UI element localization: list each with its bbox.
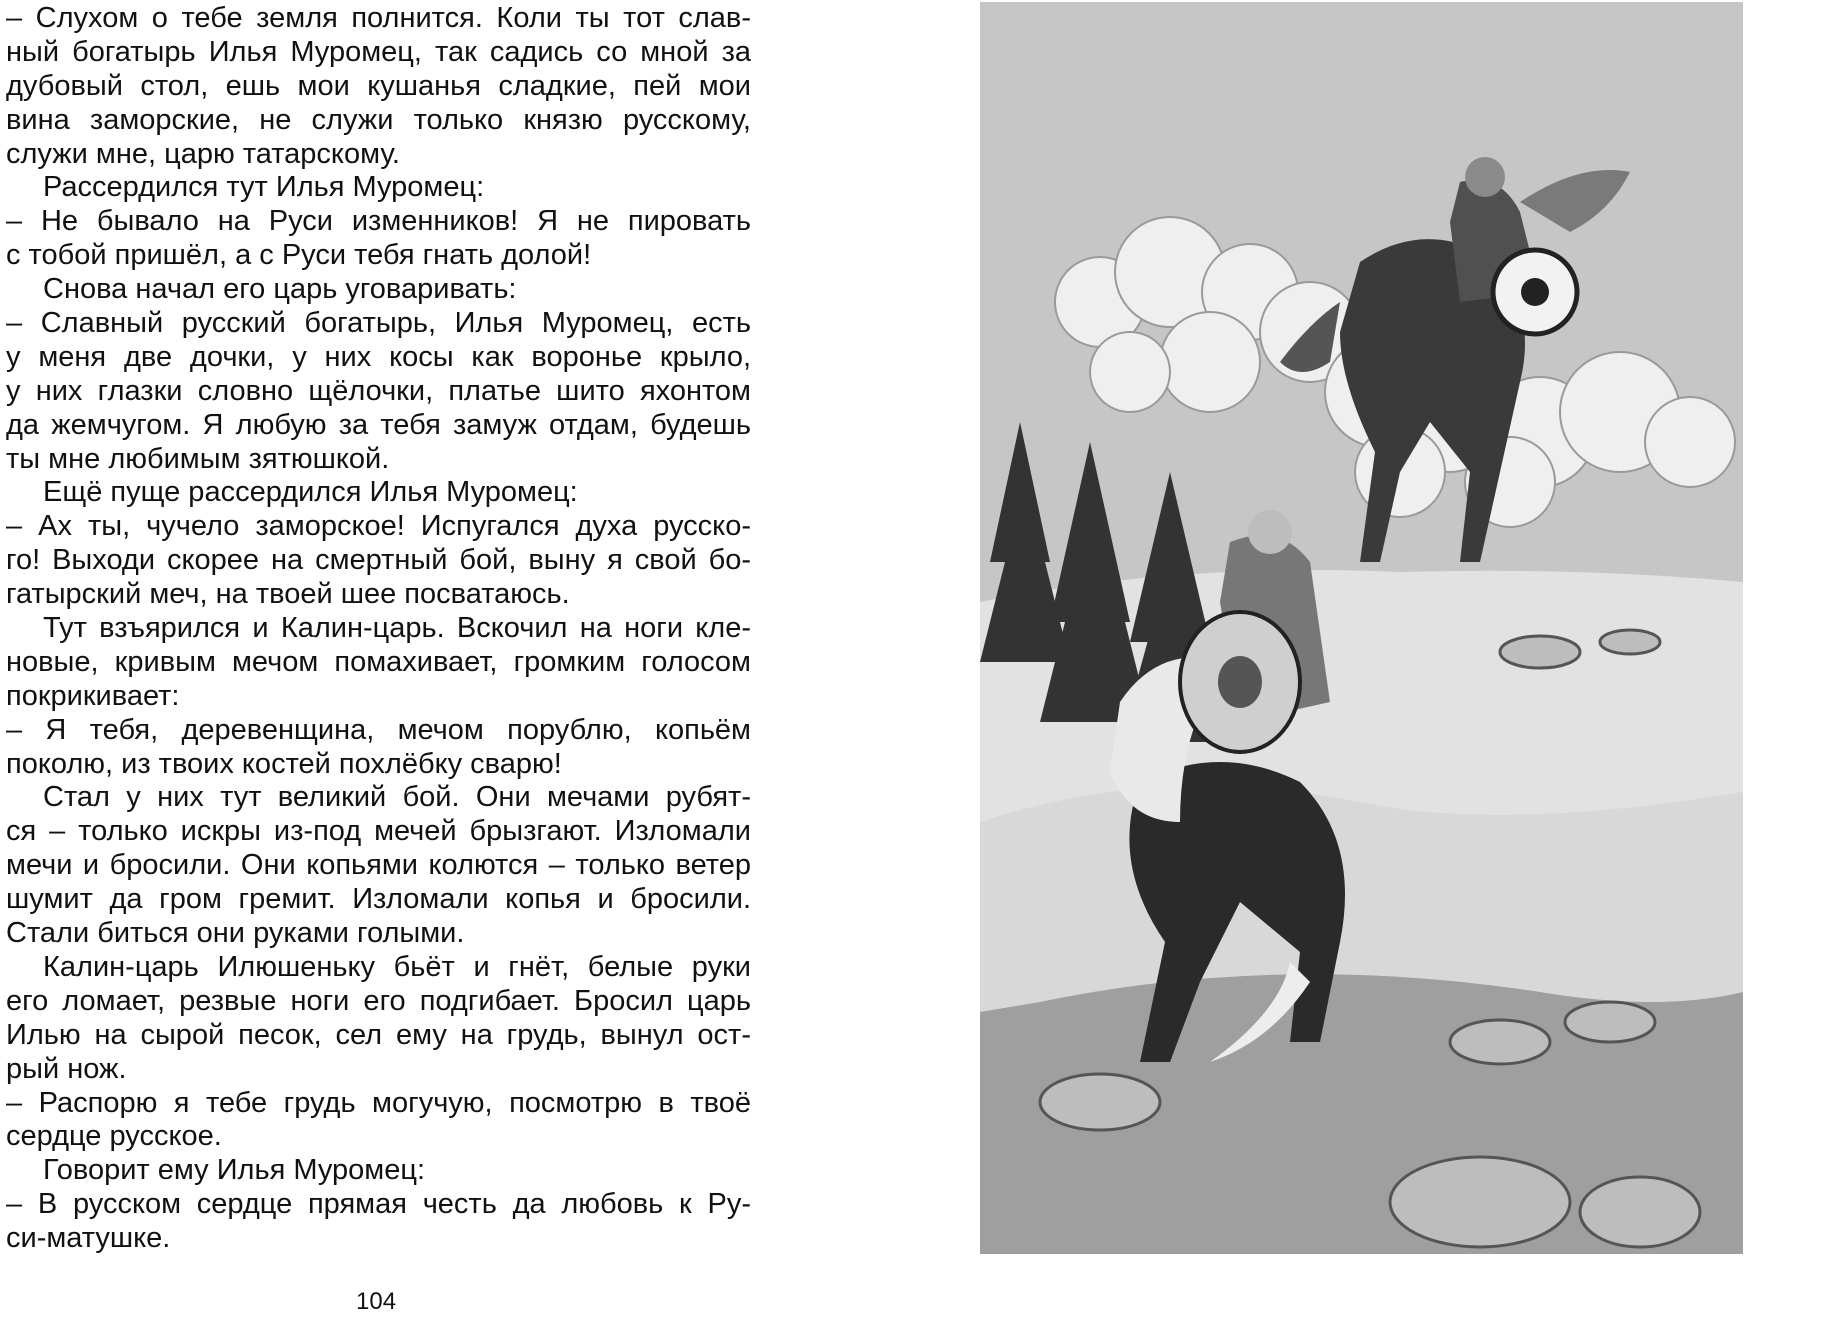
text-line: го! Выходи скорее на смертный бой, выну я свой бо-	[6, 544, 751, 577]
illustration-two-riders	[980, 2, 1743, 1254]
text-line: поколю, из твоих костей похлёбку сварю!	[6, 747, 562, 780]
text-line: у них глазки словно щёлочки, платье шито яхонтом	[6, 374, 751, 407]
text-line: – Я тебя, деревенщина, мечом порублю, копьём	[6, 713, 751, 746]
text-line: ный богатырь Илья Муромец, так садись со мной за	[6, 35, 751, 68]
body-text	[6, 2, 751, 1256]
page-number: 104	[356, 1288, 397, 1315]
text-line: – Не бывало на Руси изменников! Я не пировать	[6, 205, 751, 238]
text-line: сердце русское.	[6, 1120, 222, 1153]
text-line: – Распорю я тебе грудь могучую, посмотрю в твоё	[6, 1086, 751, 1119]
text-line: ты мне любимым зятюшкой.	[6, 442, 390, 475]
text-line: – В русском сердце прямая честь да любовь к Ру-	[6, 1188, 751, 1221]
text-line: гатырский меч, на твоей шее посватаюсь.	[6, 578, 570, 611]
text-line: рый нож.	[6, 1052, 127, 1085]
text-line: мечи и бросили. Они копьями колются – только ветер	[6, 849, 751, 882]
text-line: – Ах ты, чучело заморское! Испугался духа русско-	[6, 510, 751, 543]
text-line: Стал у них тут великий бой. Они мечами рубят-	[43, 781, 751, 814]
text-line: покрикивает:	[6, 679, 180, 712]
text-line: служи мне, царю татарскому.	[6, 137, 400, 170]
text-line: новые, кривым мечом помахивает, громким голосом	[6, 645, 751, 678]
text-line: Рассердился тут Илья Муромец:	[43, 171, 485, 204]
text-line: у меня две дочки, у них косы как воронье крыло,	[6, 340, 751, 373]
text-line: си-матушке.	[6, 1222, 171, 1255]
text-line: – Славный русский богатырь, Илья Муромец, есть	[6, 307, 751, 340]
text-line: шумит да гром гремит. Изломали копья и бросили.	[6, 883, 751, 916]
text-line: Ещё пуще рассердился Илья Муромец:	[43, 476, 578, 509]
text-line: вина заморские, не служи только князю русскому,	[6, 103, 751, 136]
text-line: дубовый стол, ешь мои кушанья сладкие, пей мои	[6, 69, 751, 102]
text-line: Снова начал его царь уговаривать:	[43, 273, 517, 306]
text-line: Тут взъярился и Калин-царь. Вскочил на ноги кле-	[43, 612, 751, 645]
text-line: его ломает, резвые ноги его подгибает. Бросил царь	[6, 984, 751, 1017]
text-line: Говорит ему Илья Муромец:	[43, 1154, 425, 1187]
text-line: Калин-царь Илюшеньку бьёт и гнёт, белые руки	[43, 950, 751, 983]
text-line: Илью на сырой песок, сел ему на грудь, вынул ост-	[6, 1018, 751, 1051]
text-line: да жемчугом. Я любую за тебя замуж отдам, будешь	[6, 408, 751, 441]
text-line: ся – только искры из-под мечей брызгают. Изломали	[6, 815, 751, 848]
text-line: – Слухом о тебе земля полнится. Коли ты тот слав-	[6, 2, 751, 34]
text-line: с тобой пришёл, а с Руси тебя гнать долой!	[6, 239, 592, 272]
text-line: Стали биться они руками голыми.	[6, 917, 465, 950]
